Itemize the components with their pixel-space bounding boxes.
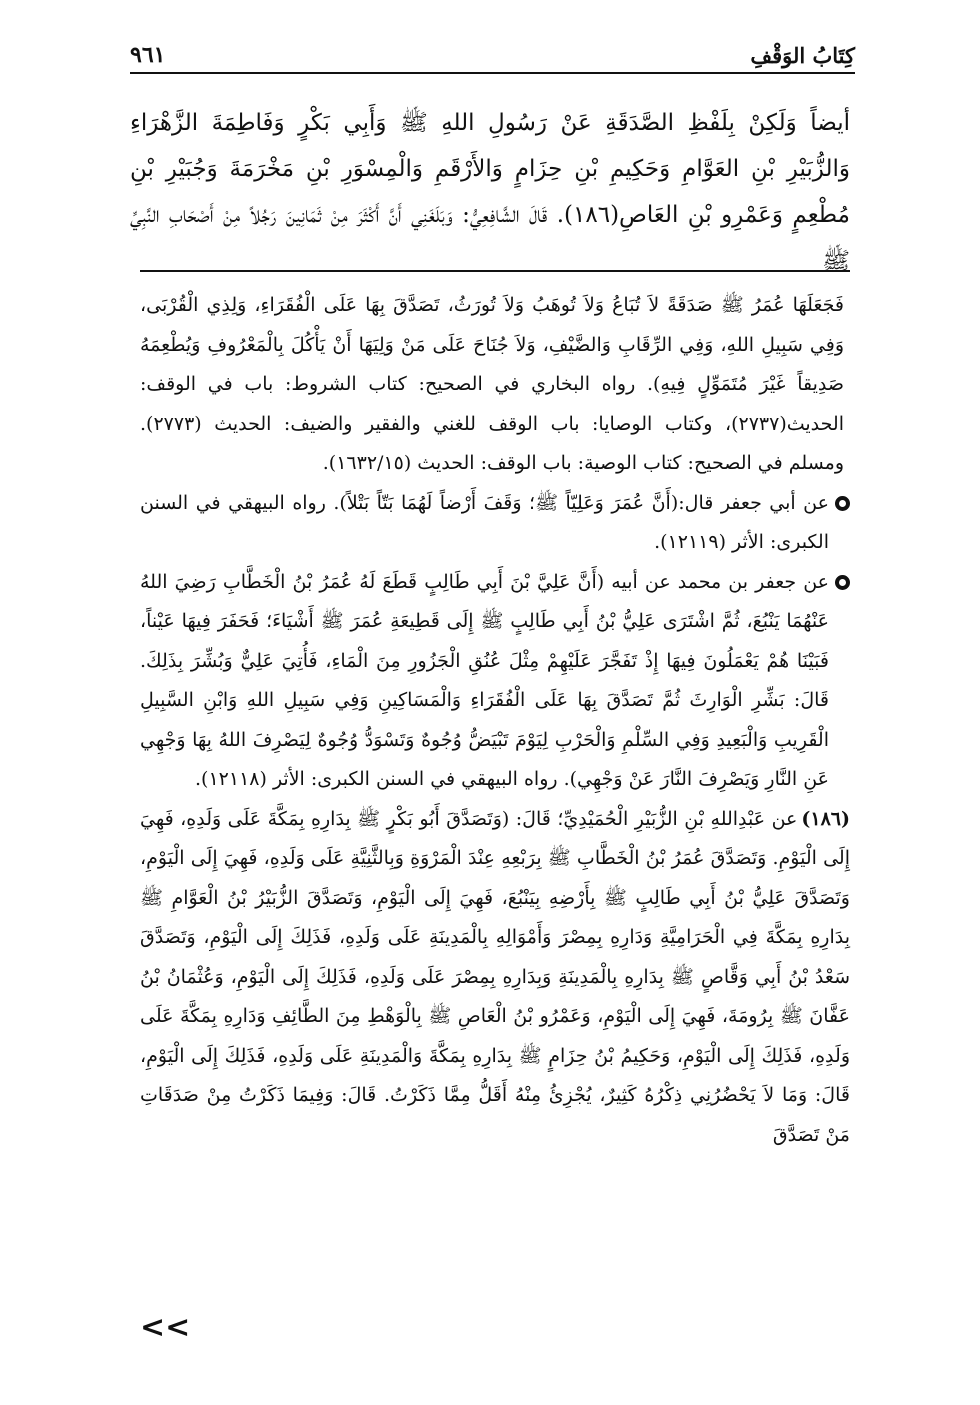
footnote-bullet-entry: [140, 563, 850, 800]
main-text-block: [130, 100, 850, 284]
main-paragraph: أيضاً وَلَكِنْ بِلَفْظِ الصَّدَقَةِ عَنْ رَسُولِ اللهِ ﷺ وَأَبِي بَكْرٍ وَفَاطِمَةَ الزَّهْرَاءِ وَالزُّبَيْرِ بْنِ العَوَّامِ وَحَكِيمِ بْنِ حِزَامٍ وَالأَرْقَمِ وَالْمِسْوَرِ بْنِ مَخْرَمَةَ وَجُبَيْرِ بْنِ مُطْعِمٍ وَعَمْرِو بْنِ العَاصِ(١٨٦). قَالَ الشَّافِعِيُّ: وَبَلَغَنِي أَنَّ أَكْثَرَ مِنْ ثَمَانِينَ رَجُلاً مِنْ أَصْحَابِ النَّبِيِّ ﷺ: [130, 110, 850, 274]
footnote-186-text: عن عَبْدِاللهِ بْنِ الزُّبَيْرِ الْحُمَيْدِيِّ؛ قَالَ: (وَتَصَدَّقَ أَبُو بَكْرٍ ﷺ بِدَارِهِ بِمَكَّةَ عَلَى وَلَدِهِ، فَهِيَ إِلَى الْيَوْمِ. وَتَصَدَّقَ عُمَرُ بْنُ الْخَطَّابِ ﷺ بِرَبْعِهِ عِنْدَ الْمَرْوَةِ وَبِالثَّنِيَّةِ عَلَى وَلَدِهِ، فَهِيَ إِلَى الْيَوْمِ، وَتَصَدَّقَ عَلِيُّ بْنُ أَبِي طَالِبٍ ﷺ بِأَرْضِهِ بِيَنْبُعَ، فَهِيَ إِلَى الْيَوْمِ، وَتَصَدَّقَ الزُّبَيْرُ بْنُ الْعَوَّامِ ﷺ بِدَارِهِ بِمَكَّةَ فِي الْحَرَامِيَّةِ وَدَارِهِ بِمِصْرَ وَأَمْوَالِهِ بِالْمَدِينَةِ عَلَى وَلَدِهِ، فَذَلِكَ إِلَى الْيَوْمِ، وَتَصَدَّقَ سَعْدُ بْنُ أَبِي وَقَّاصٍ ﷺ بِدَارِهِ بِالْمَدِينَةِ وَبِدَارِهِ بِمِصْرَ عَلَى وَلَدِهِ، فَذَلِكَ إِلَى الْيَوْمِ، وَعُثْمَانُ بْنُ عَفَّانَ ﷺ بِرُومَةَ، فَهِيَ إِلَى الْيَوْمِ، وَعَمْرُو بْنُ الْعَاصِ ﷺ بِالْوَهْطِ مِنَ الطَّائِفِ وَدَارِهِ بِمَكَّةَ عَلَى وَلَدِهِ، فَذَلِكَ إِلَى الْيَوْمِ، وَحَكِيمُ بْنُ حِزَامٍ ﷺ بِدَارِهِ بِمَكَّةَ وَالْمَدِينَةِ عَلَى وَلَدِهِ، فَذَلِكَ إِلَى الْيَوْمِ، قَالَ: وَمَا لاَ يَحْضُرُنِي ذِكْرُهُ كَثِيرٌ، يُجْزِئُ مِنْهُ أَقَلُّ مِمَّا ذَكَرْتُ. قَالَ: وَفِيمَا ذَكَرْتُ مِنْ صَدَقَاتِ مَنْ تَصَدَّقَ: [140, 807, 850, 1146]
footnote-continuation: فَجَعَلَهَا عُمَرُ ﷺ صَدَقَةً لاَ تُبَاعُ وَلاَ تُوهَبُ وَلاَ تُورَثُ، تَصَدَّقَ بِهَا عَلَى الْفُقَرَاءِ، وَلِذِي الْقُرْبَى، وَفِي سَبِيلِ اللهِ، وَفِي الرِّقَابِ وَالضَّيْفِ، وَلاَ جُنَاحَ عَلَى مَنْ وَلِيَهَا أَنْ يَأْكُلَ بِالْمَعْرُوفِ وَيُطْعِمَهُ صَدِيقاً غَيْرَ مُتَمَوِّلٍ فِيهِ). رواه البخاري في الصحيح: كتاب الشروط: باب في الوقف: الحديث(٢٧٣٧)، وكتاب الوصايا: باب الوقف للغني والفقير والضيف: الحديث (٢٧٧٣). ومسلم في الصحيح: كتاب الوصية: باب الوقف: الحديث (١٦٣٢/١٥).: [140, 294, 844, 474]
footnote-186: [140, 800, 850, 1156]
page-header: [130, 38, 855, 74]
footnote-bullet-text: عن أبي جعفر قال:(أَنَّ عُمَرَ وَعَلِيّاً ﷺ؛ وَقَفَ أَرْضاً لَهُمَا بَتّاً بَتْلاً). رواه البيهقي في السنن الكبرى: الأثر (١٢١١٩).: [140, 491, 829, 553]
page-number: ٩٦١: [130, 42, 166, 68]
footnote-number: (١٨٦): [801, 807, 850, 830]
bullet-icon: [835, 496, 850, 511]
footnotes-block: [140, 286, 850, 1155]
bullet-icon: [835, 575, 850, 590]
footnote-bullet-text: عن جعفر بن محمد عن أبيه (أَنَّ عَلِيَّ بْنَ أَبِي طَالِبٍ قَطَعَ لَهُ عُمَرُ بْنُ الْخَطَّابِ رَضِيَ اللهُ عَنْهُمَا يَنْبُعَ، ثُمَّ اشْتَرَى عَلِيُّ بْنُ أَبِي طَالِبٍ ﷺ إِلَى قَطِيعَةِ عُمَرَ ﷺ أَشْيَاءَ؛ فَحَفَرَ فِيهَا عَيْناً، فَبَيْنَا هُمْ يَعْمَلُونَ فِيهَا إِذْ تَفَجَّرَ عَلَيْهِمْ مِثْلَ عُنُقِ الْجَزُورِ مِنَ الْمَاءِ، فَأُتِيَ عَلِيٌّ وَبُشِّرَ بِذَلِكَ. قَالَ: بَشِّرِ الْوَارِثَ ثُمَّ تَصَدَّقَ بِهَا عَلَى الْفُقَرَاءِ وَالْمَسَاكِينِ وَفِي سَبِيلِ اللهِ وَابْنِ السَّبِيلِ الْقَرِيبِ وَالْبَعِيدِ وَفِي السِّلْمِ وَالْحَرْبِ لِيَوْمَ تَبْيَضُّ وُجُوهٌ وَتَسْوَدُّ وُجُوهٌ لِيَصْرِفَ اللهُ بِهَا وَجْهِي عَنِ النَّارِ وَيَصْرِفَ النَّارَ عَنْ وَجْهِي). رواه البيهقي في السنن الكبرى: الأثر (١٢١١٨).: [140, 570, 829, 790]
continuation-marker: <<: [140, 1310, 191, 1345]
footnote-bullet-entry: [140, 484, 850, 563]
running-title: كِتَابُ الوَقْفِ: [750, 43, 855, 68]
footnote-separator: [140, 270, 850, 272]
